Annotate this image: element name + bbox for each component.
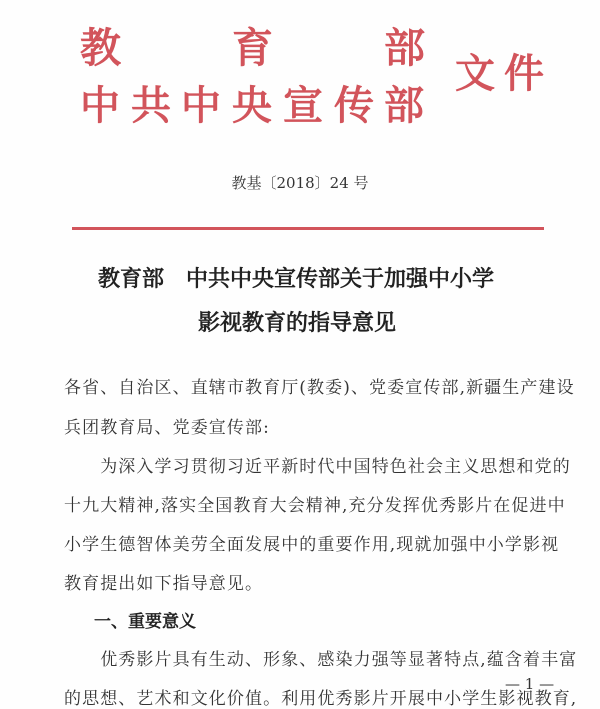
header-char: 宣 <box>283 82 323 129</box>
document-suffix-char: 件 <box>504 50 544 97</box>
addressee-line: 各省、自治区、直辖市教育厅(教委)、党委宣传部,新疆生产建设 <box>64 378 575 398</box>
header-char: 部 <box>384 24 425 72</box>
addressee-line: 兵团教育局、党委宣传部: <box>64 418 270 438</box>
header-char: 育 <box>232 24 273 72</box>
document-title-line1: 教育部 中共中央宣传部关于加强中小学 <box>98 267 495 292</box>
section-heading: 一、重要意义 <box>94 612 196 632</box>
document-suffix-char: 文 <box>455 50 495 97</box>
paragraph-line: 优秀影片具有生动、形象、感染力强等显著特点,蕴含着丰富 <box>64 650 578 670</box>
paragraph-line: 的思想、艺术和文化价值。利用优秀影片开展中小学生影视教育, <box>64 689 578 709</box>
paragraph-line: 教育提出如下指导意见。 <box>64 574 264 594</box>
paragraph-line: 小学生德智体美劳全面发展中的重要作用,现就加强中小学影视 <box>64 535 560 555</box>
header-char: 传 <box>334 82 374 129</box>
header-char: 中 <box>181 82 221 129</box>
paragraph-line: 为深入学习贯彻习近平新时代中国特色社会主义思想和党的 <box>64 457 571 477</box>
red-divider-rule <box>72 227 544 230</box>
header-char: 共 <box>131 82 171 129</box>
header-char: 部 <box>384 82 424 129</box>
header-char: 央 <box>232 82 272 129</box>
header-char: 中 <box>80 82 120 129</box>
header-char: 教 <box>80 24 121 72</box>
document-title-line2: 影视教育的指导意见 <box>198 311 397 336</box>
page-number: — 1 — <box>505 675 555 693</box>
paragraph-line: 十九大精神,落实全国教育大会精神,充分发挥优秀影片在促进中 <box>64 496 566 516</box>
document-number: 教基〔2018〕24 号 <box>231 174 369 192</box>
